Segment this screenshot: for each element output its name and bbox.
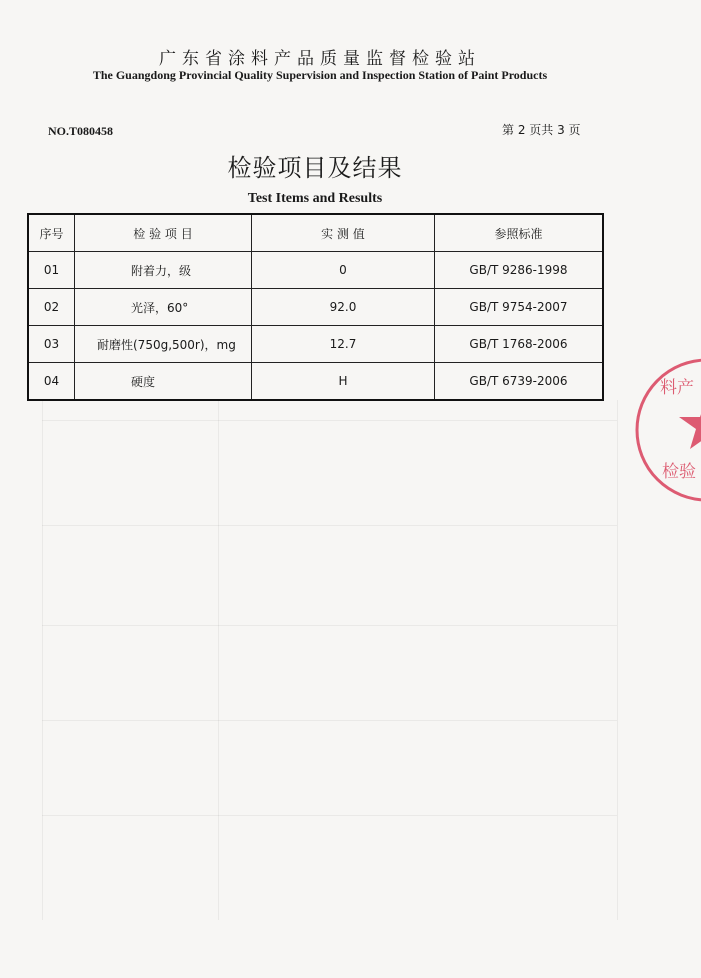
background-line	[617, 400, 618, 920]
seal-star-icon	[679, 397, 701, 449]
cell-standard: GB/T 9754-2007	[435, 289, 604, 326]
cell-value: 12.7	[252, 326, 435, 363]
table-row	[28, 289, 603, 326]
seal-text-bottom: 检验	[662, 462, 696, 482]
background-line	[42, 720, 617, 721]
cell-item: 附着力，级	[75, 252, 252, 289]
background-line	[218, 400, 219, 920]
header-standard: 参照标准	[435, 214, 604, 252]
background-line	[42, 420, 617, 421]
background-line	[42, 400, 43, 920]
cell-value: 92.0	[252, 289, 435, 326]
organization-name-cn: 广东省涂料产品质量监督检验站	[159, 49, 481, 69]
cell-no: 03	[28, 326, 75, 363]
background-line	[42, 625, 617, 626]
header-value: 实 测 值	[252, 214, 435, 252]
cell-value: H	[252, 363, 435, 401]
table-header-row	[28, 214, 603, 252]
cell-no: 04	[28, 363, 75, 401]
report-number: NO.T080458	[48, 124, 114, 138]
cell-standard: GB/T 1768-2006	[435, 326, 604, 363]
cell-no: 01	[28, 252, 75, 289]
cell-value: 0	[252, 252, 435, 289]
document-title-cn: 检验项目及结果	[227, 154, 403, 182]
background-line	[42, 815, 617, 816]
document-title-en: Test Items and Results	[247, 191, 383, 206]
table-row	[28, 252, 603, 289]
background-line	[42, 525, 617, 526]
seal-text-top: 料产	[660, 378, 694, 398]
header-item: 检 验 项 目	[75, 214, 252, 252]
official-seal	[632, 355, 701, 505]
cell-item: 光泽，60°	[75, 289, 252, 326]
page-number: 第 2 页共 3 页	[502, 123, 581, 137]
cell-item: 硬度	[75, 363, 252, 401]
organization-name-en: The Guangdong Provincial Quality Supervision and Inspection Station of Paint Products	[92, 68, 548, 82]
results-table	[27, 213, 604, 401]
cell-standard: GB/T 6739-2006	[435, 363, 604, 401]
cell-no: 02	[28, 289, 75, 326]
cell-item: 耐磨性(750g,500r)，mg	[75, 326, 252, 363]
cell-standard: GB/T 9286-1998	[435, 252, 604, 289]
table-row	[28, 326, 603, 363]
table-row	[28, 363, 603, 401]
header-no: 序号	[28, 214, 75, 252]
